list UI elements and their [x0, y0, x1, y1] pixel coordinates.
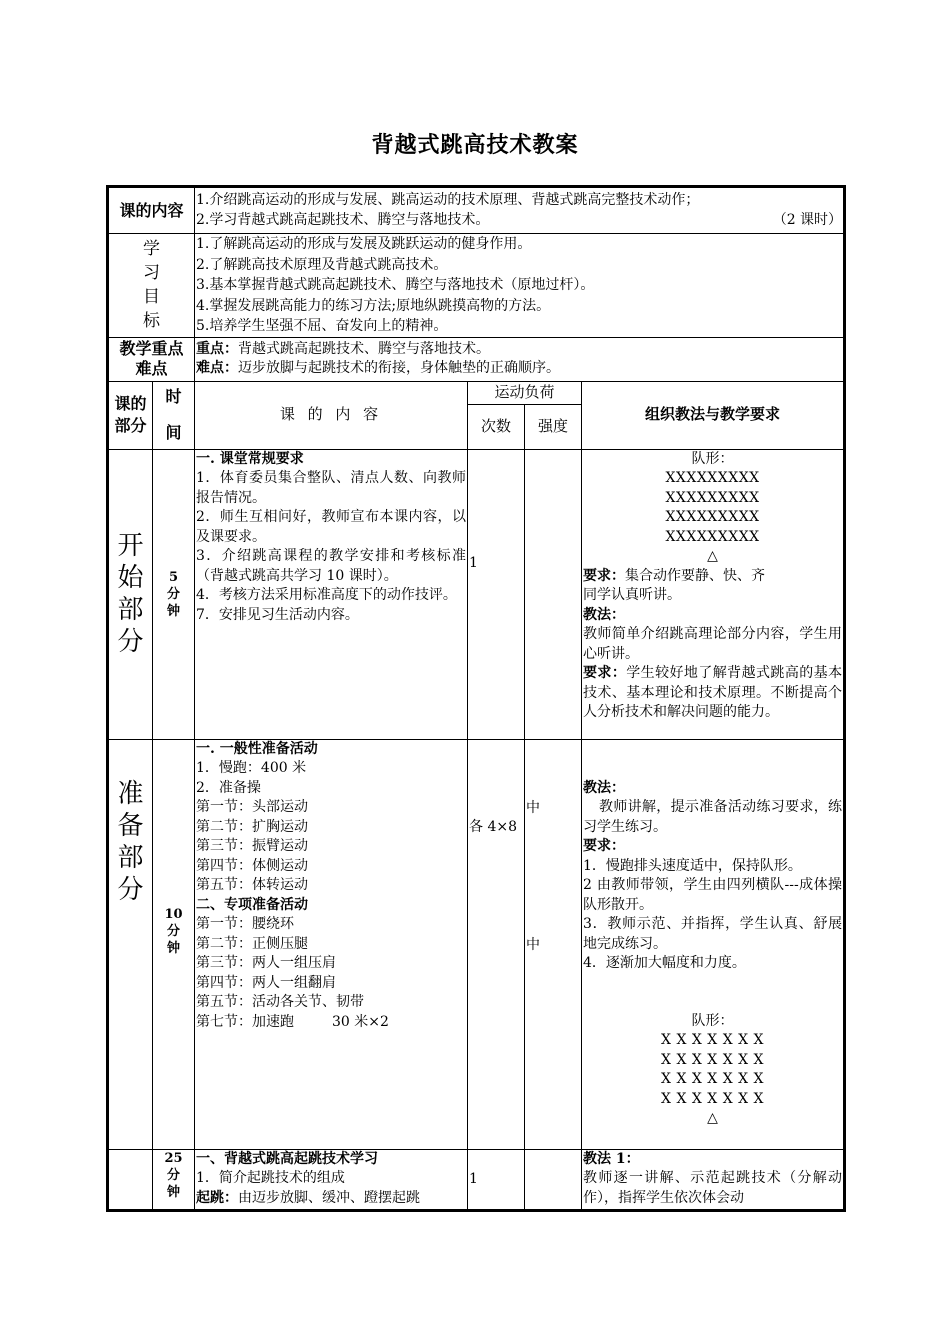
goal-item: 2.了解跳高技术原理及背越式跳高技术。 [196, 256, 448, 273]
prep-req-item: 1．慢跑排头速度适中，保持队形。 [583, 857, 802, 874]
page-title: 背越式跳高技术教案 [371, 132, 579, 158]
content-label: 课的内容 [109, 188, 195, 234]
basic-part-label [109, 1149, 153, 1209]
formation-row: XXXXXXXXX [665, 528, 760, 545]
prep-item: 第五节：活动各关节、韧带 [196, 994, 365, 1010]
header-intensity: 强度 [525, 404, 582, 449]
formation-row: XXXXXXXXX [665, 509, 760, 525]
goal-item: 3.基本掌握背越式跳高起跳技术、腾空与落地技术（原地过杆）。 [196, 277, 595, 293]
prep-content [195, 739, 468, 1149]
teacher-triangle-icon: △ [707, 548, 718, 564]
formation-row: X X X X X X X [661, 1032, 765, 1048]
start-content [195, 449, 468, 739]
formation-row: X X X X X X X [661, 1071, 765, 1087]
start-count: 1 [468, 449, 525, 739]
header-part: 课的 部分 [109, 381, 153, 449]
header-content: 课 的 内 容 [195, 381, 468, 449]
start-time: 5 分 钟 [153, 449, 195, 739]
prep-section-row [109, 739, 844, 1149]
content-line-2: 2.学习背越式跳高起跳技术、腾空与落地技术。 [196, 211, 490, 228]
formation-label: 队形： [691, 450, 734, 467]
content-row [109, 188, 844, 234]
prep-heading-2: 二、专项准备活动 [196, 896, 309, 913]
start-item: 1．体育委员集合整队、清点人数、向教师报告情况。 [196, 470, 467, 506]
prep-req-item: 4．逐渐加大幅度和力度。 [583, 955, 746, 971]
prep-count: 各 4×8 [468, 739, 525, 1149]
goal-item: 5.培养学生坚强不屈、奋发向上的精神。 [196, 318, 448, 334]
formation-row: X X X X X X X [661, 1051, 765, 1068]
prep-item: 第四节：体侧运动 [196, 857, 309, 874]
teacher-triangle-icon: △ [707, 1110, 718, 1126]
header-method: 组织教法与教学要求 [582, 381, 844, 449]
content-line-1: 1.介绍跳高运动的形成与发展、跳高运动的技术原理、背越式跳高完整技术动作； [196, 192, 700, 208]
basic-method-text: 教师逐一讲解、示范起跳技术（分解动作），指挥学生依次体会动 [583, 1170, 843, 1206]
content-text [195, 188, 844, 234]
formation-row: XXXXXXXXX [665, 489, 760, 506]
prep-item: 第一节：腰绕环 [196, 916, 295, 932]
formation-row: XXXXXXXXX [665, 470, 760, 486]
start-item: 3．介绍跳高课程的教学安排和考核标准（背越式跳高共学习 10 课时）。 [196, 548, 467, 584]
start-heading: 一. 课堂常规要求 [196, 450, 304, 467]
key-text: 背越式跳高起跳技术、腾空与落地技术。 [238, 340, 491, 357]
prep-intensity: 中 中 [525, 739, 582, 1149]
prep-item: 第二节：扩胸运动 [196, 818, 309, 835]
goals-label: 学 习 目 标 [109, 234, 195, 338]
focus-text [195, 337, 844, 381]
start-item: 2．师生互相问好，教师宣布本课内容，以及课要求。 [196, 509, 467, 545]
difficulty-text: 迈步放脚与起跳技术的衔接，身体触垫的正确顺序。 [238, 360, 561, 376]
prep-method-text: 教师讲解，提示准备活动练习要求，练习学生练习。 [583, 799, 843, 835]
prep-item: 2．准备操 [196, 779, 261, 796]
start-method: 队形： XXXXXXXXX XXXXXXXXX XXXXXXXXX XXXXXXXXX △ 要求：集合动作要静、快、齐 同学认真听讲。 教法： 教师简单介绍跳高理论部分内容，学生用心听讲。 要求：学生较好地了解背越式跳高的基本技术、基本理论和技术原理。不断提高个人分析技术和解决问题的能力。 [582, 449, 844, 739]
formation-label: 队形： [691, 1012, 734, 1029]
prep-item: 第五节：体转运动 [196, 877, 309, 893]
prep-req-item: 2 由教师带领，学生由四列横队---成体操队形散开。 [583, 877, 843, 913]
start-part-label: 开 始 部 分 [109, 449, 153, 739]
prep-item: 第三节：振臂运动 [196, 838, 309, 854]
basic-time: 25 分 钟 [153, 1149, 195, 1209]
start-item: 4．考核方法采用标准高度下的动作技评。 [196, 587, 457, 603]
basic-item: 1．简介起跳技术的组成 [196, 1170, 345, 1186]
prep-time: 10 分 钟 [153, 739, 195, 1149]
prep-item: 第三节：两人一组压肩 [196, 955, 337, 971]
start-method-text: 教师简单介绍跳高理论部分内容，学生用心听讲。 [583, 626, 843, 662]
goal-item: 1.了解跳高运动的形成与发展及跳跃运动的健身作用。 [196, 236, 532, 252]
start-intensity [525, 449, 582, 739]
formation-row: X X X X X X X [661, 1090, 765, 1107]
basic-intensity [525, 1149, 582, 1209]
header-count: 次数 [468, 404, 525, 449]
difficulty-label: 难点： [196, 360, 239, 376]
start-section-row [109, 449, 844, 739]
header-row [109, 381, 844, 404]
prep-item: 第二节：正侧压腿 [196, 935, 309, 952]
key-label: 重点： [196, 340, 239, 357]
prep-part-label: 准 备 部 分 [109, 739, 153, 1149]
prep-item-amount: 30 米×2 [332, 1013, 389, 1030]
focus-label: 教学重点 难点 [109, 337, 195, 381]
goal-item: 4.掌握发展跳高能力的练习方法;原地纵跳摸高物的方法。 [196, 297, 551, 314]
basic-method: 教法 1： 教师逐一讲解、示范起跳技术（分解动作），指挥学生依次体会动 [582, 1149, 844, 1209]
prep-item: 第七节：加速跑 [196, 1013, 295, 1030]
basic-content: 一、背越式跳高起跳技术学习 1．简介起跳技术的组成 起跳：由迈步放脚、缓冲、蹬摆起跳 [195, 1149, 468, 1209]
prep-req-item: 3．教师示范、并指挥，学生认真、舒展地完成练习。 [583, 916, 843, 952]
prep-item: 第一节：头部运动 [196, 799, 309, 815]
lesson-plan-table [108, 187, 844, 1210]
goals-row [109, 234, 844, 338]
goals-text [195, 234, 844, 338]
lesson-hours: （2 课时） [772, 211, 843, 228]
prep-item: 1．慢跑：400 米 [196, 760, 307, 776]
header-load: 运动负荷 [468, 381, 582, 404]
prep-method: 教法： 教师讲解，提示准备活动练习要求，练习学生练习。 要求： 1．慢跑排头速度适中，保持队形。 2 由教师带领，学生由四列横队---成体操队形散开。 3．教师示范、并指挥，学生认真、舒展地完成练习。 4．逐渐加大幅度和力度。 队形： X X X X X X X X X X X X X X X X X X X X X X X X X X X X △ [582, 739, 844, 1149]
basic-heading: 一、背越式跳高起跳技术学习 [196, 1150, 379, 1167]
start-item: 7．安排见习生活动内容。 [196, 606, 359, 623]
prep-item: 第四节：两人一组翻肩 [196, 974, 337, 991]
basic-count: 1 [468, 1149, 525, 1209]
header-time: 时 间 [153, 381, 195, 449]
basic-section-row [109, 1149, 844, 1209]
prep-heading-1: 一. 一般性准备活动 [196, 740, 318, 757]
focus-row [109, 337, 844, 381]
